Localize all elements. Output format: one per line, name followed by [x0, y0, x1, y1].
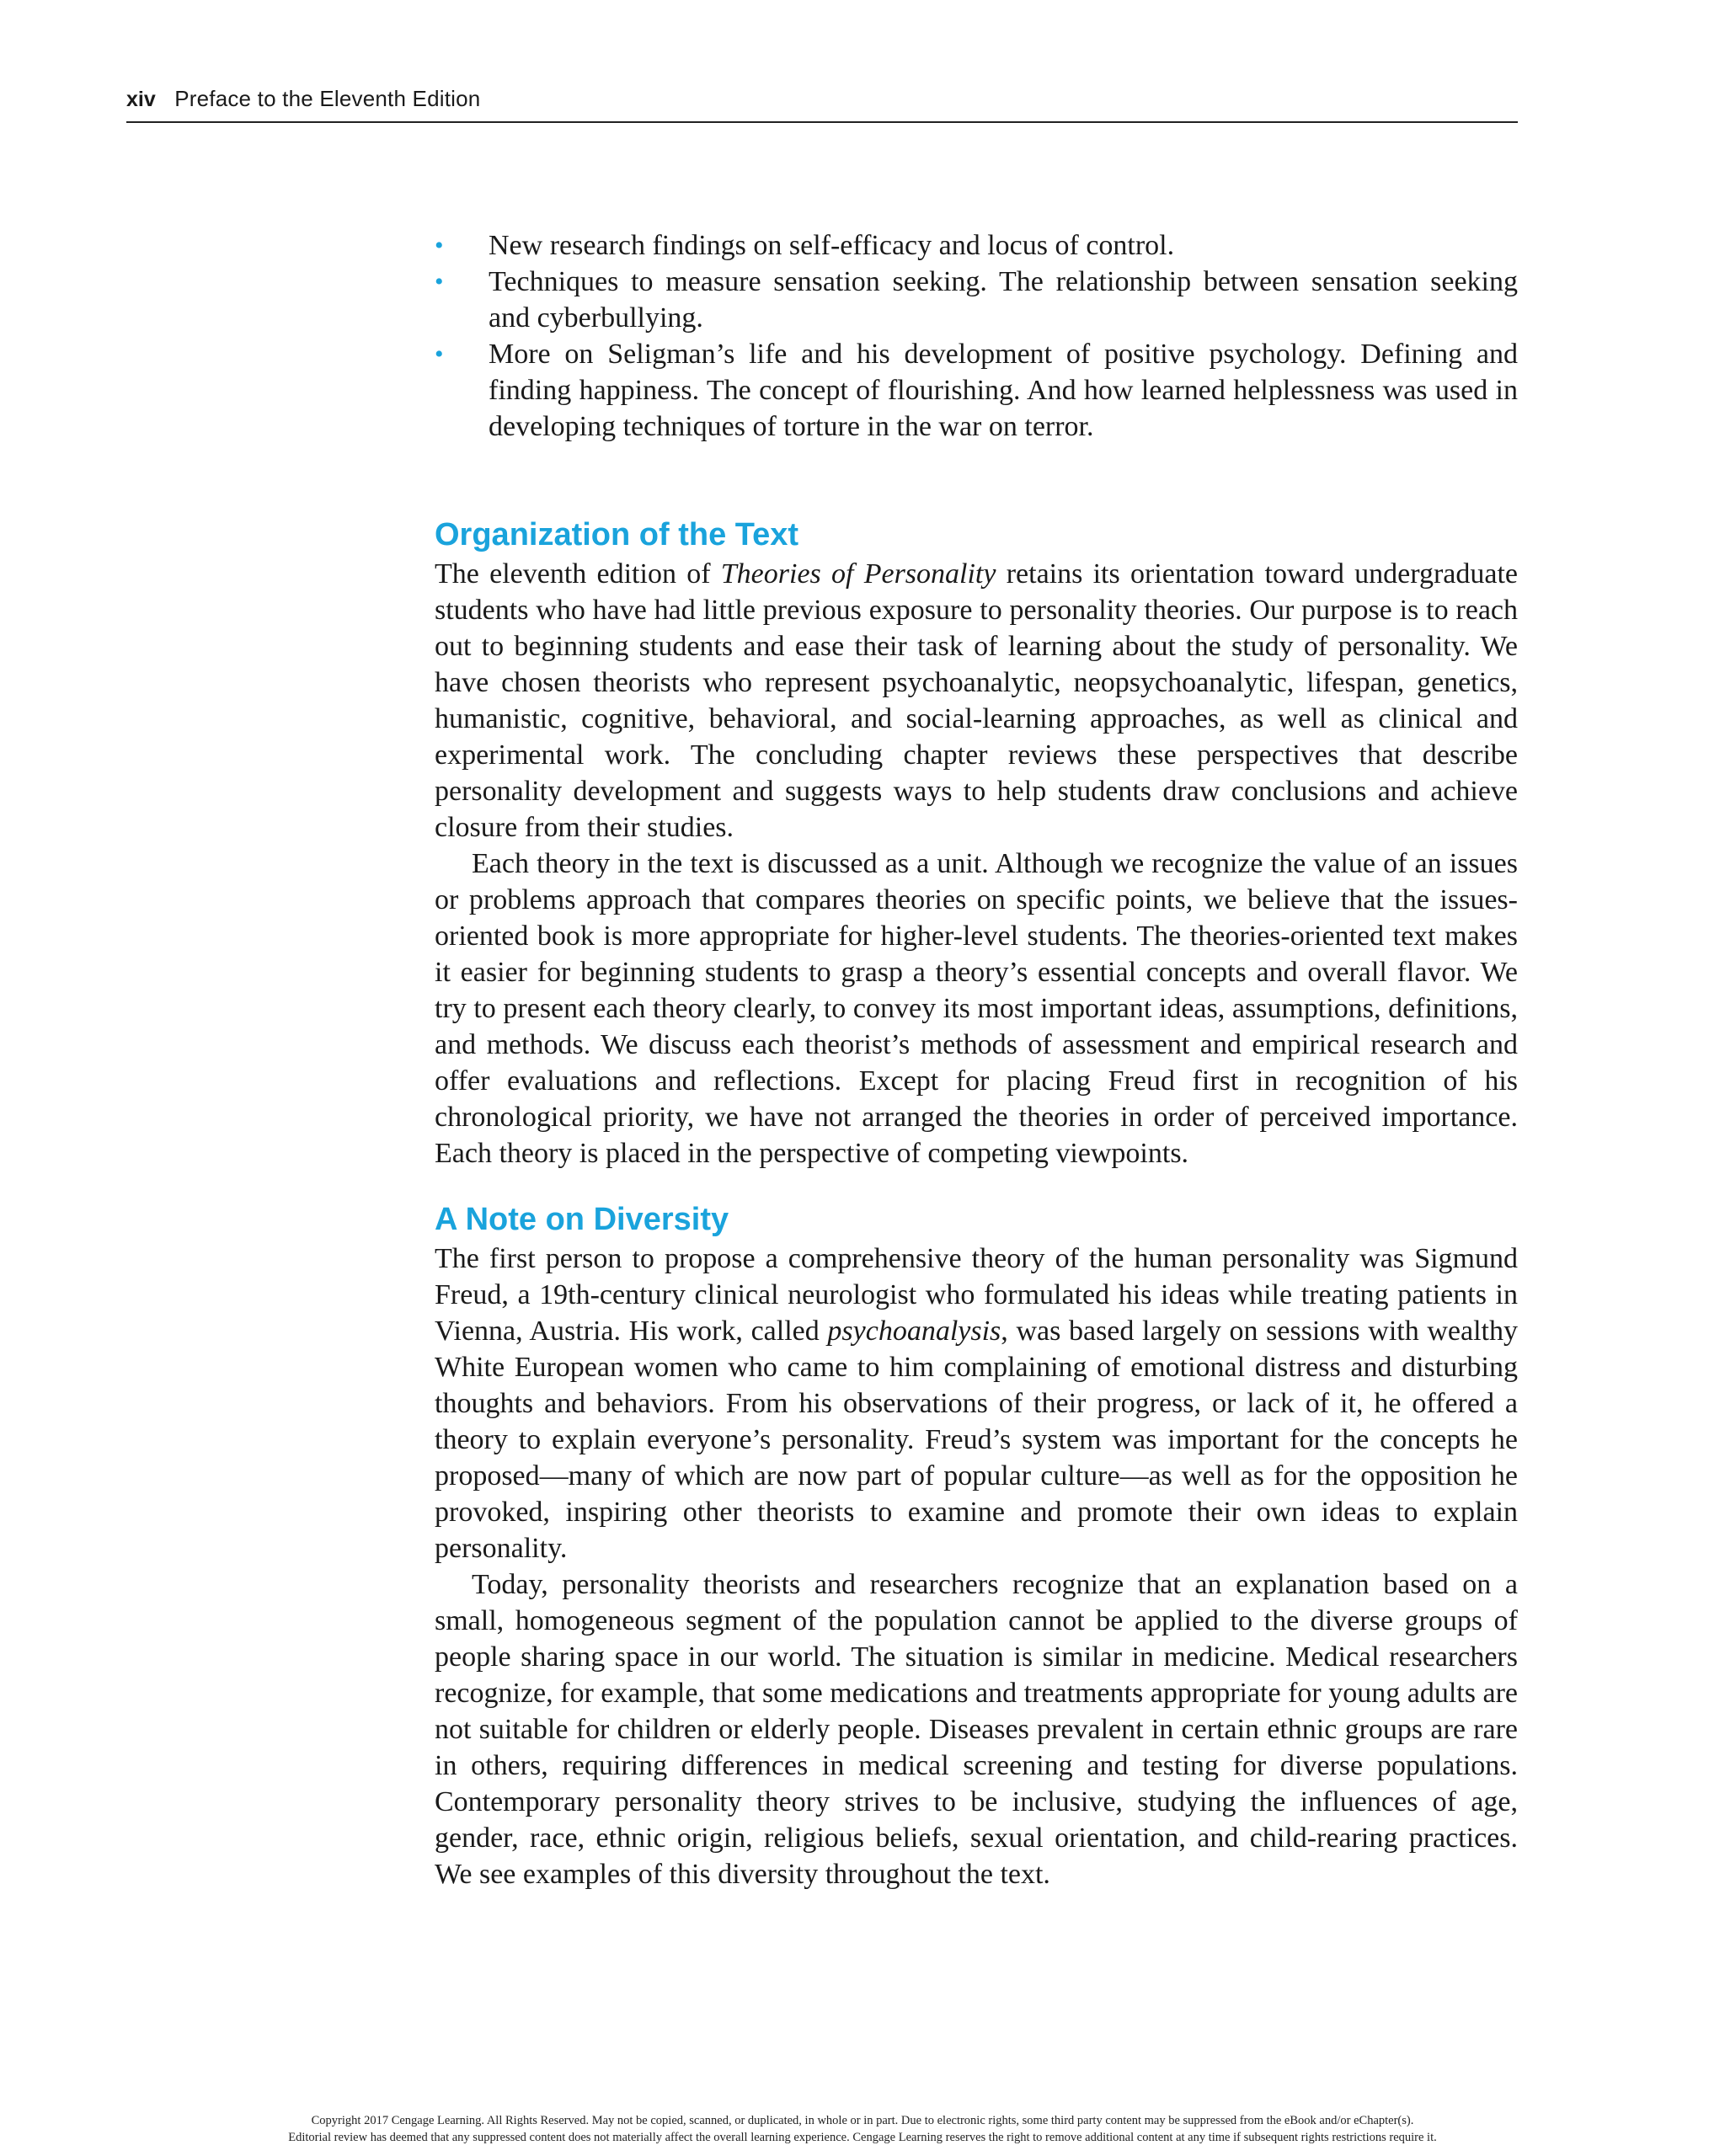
bullet-icon: • [435, 268, 444, 296]
page-number: xiv [126, 88, 156, 111]
copyright-line-2: Editorial review has deemed that any suppressed content does not materially affect the overall learning experience. Cengage Learning reserves the right to remove additional content at any time if subsequent rights restrictions require it. [288, 2131, 1437, 2144]
bullet-text: New research findings on self-efficacy and locus of control. [489, 230, 1175, 261]
paragraph-text: The eleventh edition of [435, 558, 721, 590]
bullet-item [435, 264, 1518, 336]
bullet-text: More on Seligman’s life and his development of positive psychology. Defining and finding happiness. The concept of flourishing. And how learned helplessness was used in developing techniques of torture in the war on terror. [489, 339, 1518, 442]
paragraph-organization-2: Each theory in the text is discussed as a unit. Although we recognize the value of an issues or problems approach that compares theories on specific points, we believe that the issues-oriented book is more appropriate for higher-level students. The theories-oriented text makes it easier for beginning students to grasp a theory’s essential concepts and overall flavor. We try to present each theory clearly, to convey its most important ideas, assumptions, definitions, and methods. We discuss each theorist’s methods of assessment and empirical research and offer evaluations and reflections. Except for placing Freud first in recognition of his chronological priority, we have not arranged the theories in order of perceived importance. Each theory is placed in the perspective of competing viewpoints. [435, 848, 1518, 1169]
paragraph-diversity-1 [435, 1241, 1518, 1566]
paragraph-text: The first person to propose a comprehensive theory of the human personality was Sigmund Freud, a 19th-century clinical neurologist who formulated his ideas while treating patients in Vienna, Austria. His work, called [435, 1243, 1518, 1347]
italic-term: psychoanalysis [827, 1315, 1001, 1347]
section-heading-organization: Organization of the Text [435, 517, 799, 552]
paragraph-text: , was based largely on sessions with wealthy White European women who came to him complaining of emotional distress and disturbing thoughts and behaviors. From his observations of their progress, or lack of it, he offered a theory to explain everyone’s personality. Freud’s system was important for the concepts he proposed—many of which are now part of popular culture—as well as for the opposition he provoked, inspiring other theorists to examine and promote their own ideas to explain personality. [435, 1315, 1518, 1564]
copyright-footer [0, 2112, 1725, 2146]
section-heading-diversity: A Note on Diversity [435, 1202, 729, 1237]
book-title: Theories of Personality [720, 558, 996, 590]
copyright-line-1: Copyright 2017 Cengage Learning. All Rights Reserved. May not be copied, scanned, or duplicated, in whole or in part. Due to electronic rights, some third party content may be suppressed from the eBook and/or eChapter(s). [311, 2114, 1414, 2127]
bullet-icon: • [435, 340, 444, 368]
bullet-item [435, 336, 1518, 445]
paragraph-text: retains its orientation toward undergraduate students who have had little previous exposure to personality theories. Our purpose is to reach out to beginning students and ease their task of learning about the study of personality. We have chosen theorists who represent psychoanalytic, neopsychoanalytic, lifespan, genetics, humanistic, cognitive, behavioral, and social-learning approaches, as well as clinical and experimental work. The concluding chapter reviews these perspectives that describe personality development and suggests ways to help students draw conclusions and achieve closure from their studies. [435, 558, 1518, 843]
running-head [126, 86, 1518, 123]
bullet-item [435, 227, 1518, 264]
page-content [435, 227, 1518, 1892]
bullet-icon: • [435, 232, 444, 259]
running-title: Preface to the Eleventh Edition [174, 86, 481, 111]
bullet-list [435, 227, 1518, 445]
paragraph-organization-1 [435, 556, 1518, 846]
paragraph-diversity-2: Today, personality theorists and researchers recognize that an explanation based on a small, homogeneous segment of the population cannot be applied to the diverse groups of people sharing space in our world. The situation is similar in medicine. Medical researchers recognize, for example, that some medications and treatments appropriate for young adults are not suitable for children or elderly people. Diseases prevalent in certain ethnic groups are rare in others, requiring differences in medical screening and testing for diverse populations. Contemporary personality theory strives to be inclusive, studying the influences of age, gender, race, ethnic origin, religious beliefs, sexual orientation, and child-rearing practices. We see examples of this diversity throughout the text. [435, 1569, 1518, 1890]
bullet-text: Techniques to measure sensation seeking. The relationship between sensation seeking and cyberbullying. [489, 266, 1518, 334]
